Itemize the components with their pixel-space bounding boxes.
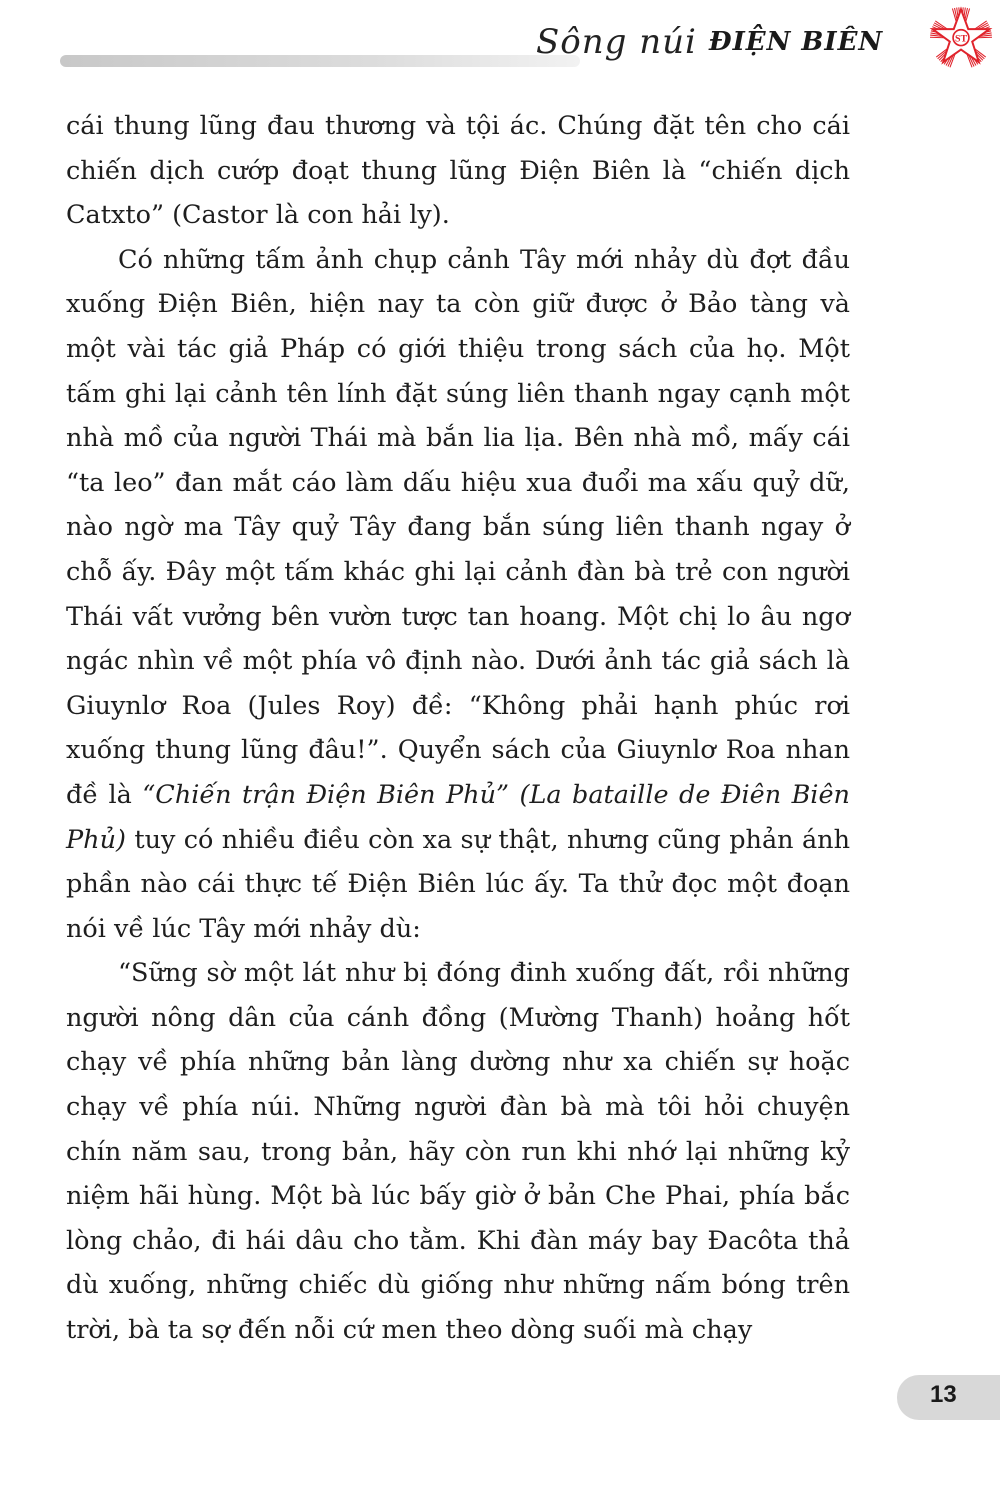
header-decorative-bar <box>60 55 580 67</box>
italic-book-title: “Chiến trận Điện Biên Phủ” (La bataille de Điên Biên Phủ) <box>66 779 850 855</box>
running-header <box>536 12 883 72</box>
text-segment: Có những tấm ảnh chụp cảnh Tây mới nhảy dù đợt đầu xuống Điện Biên, hiện nay ta còn giữ được ở Bảo tàng và một vài tác giả Pháp có giới thiệu trong sách của họ. Một tấm ghi lại cảnh tên lính đặt súng liên thanh ngay cạnh một nhà mồ của người Thái mà bắn lia lịa. Bên nhà mồ, mấy cái “ta leo” đan mắt cáo làm dấu hiệu xua đuổi ma xấu quỷ dữ, nào ngờ ma Tây quỷ Tây đang bắn súng liên thanh ngay ở chỗ ấy. Đây một tấm khác ghi lại cảnh đàn bà trẻ con người Thái vất vưởng bên vườn tược tan hoang. Một chị lo âu ngơ ngác nhìn về một phía vô định nào. Dưới ảnh tác giả sách là Giuynlơ Roa (Jules Roy) đề: “Không phải hạnh phúc rơi xuống thung lũng đâu!”. Quyển sách của Giuynlơ Roa nhan đề là <box>66 244 850 810</box>
page-body-text <box>66 104 850 1353</box>
logo-initials: ST <box>954 33 968 45</box>
text-segment: cái thung lũng đau thương và tội ác. Chúng đặt tên cho cái chiến dịch cướp đoạt thung lũng Điện Biên là “chiến dịch Catxto” (Castor là con hải ly). <box>66 111 850 231</box>
paragraph <box>66 951 850 1352</box>
paragraph <box>66 238 850 952</box>
page-number: 13 <box>930 1381 957 1408</box>
paragraph <box>66 104 850 238</box>
header-title-script: Sông núi <box>536 22 697 62</box>
header-title-bold: ĐIỆN BIÊN <box>708 27 884 57</box>
red-star-logo-icon <box>928 4 994 70</box>
text-segment: tuy có nhiều điều còn xa sự thật, nhưng cũng phản ánh phần nào cái thực tế Điện Biên lúc ấy. Ta thử đọc một đoạn nói về lúc Tây mới nhảy dù: <box>66 824 850 944</box>
text-segment: “Sững sờ một lát như bị đóng đinh xuống đất, rồi những người nông dân của cánh đồng (Mường Thanh) hoảng hốt chạy về phía những bản làng dường như xa chiến sự hoặc chạy về phía núi. Những người đàn bà mà tôi hỏi chuyện chín năm sau, trong bản, hãy còn run khi nhớ lại những kỷ niệm hãi hùng. Một bà lúc bấy giờ ở bản Che Phai, phía bắc lòng chảo, đi hái dâu cho tằm. Khi đàn máy bay Đacôta thả dù xuống, những chiếc dù giống như những nấm bóng trên trời, bà ta sợ đến nỗi cứ men theo dòng suối mà chạy <box>66 958 850 1346</box>
